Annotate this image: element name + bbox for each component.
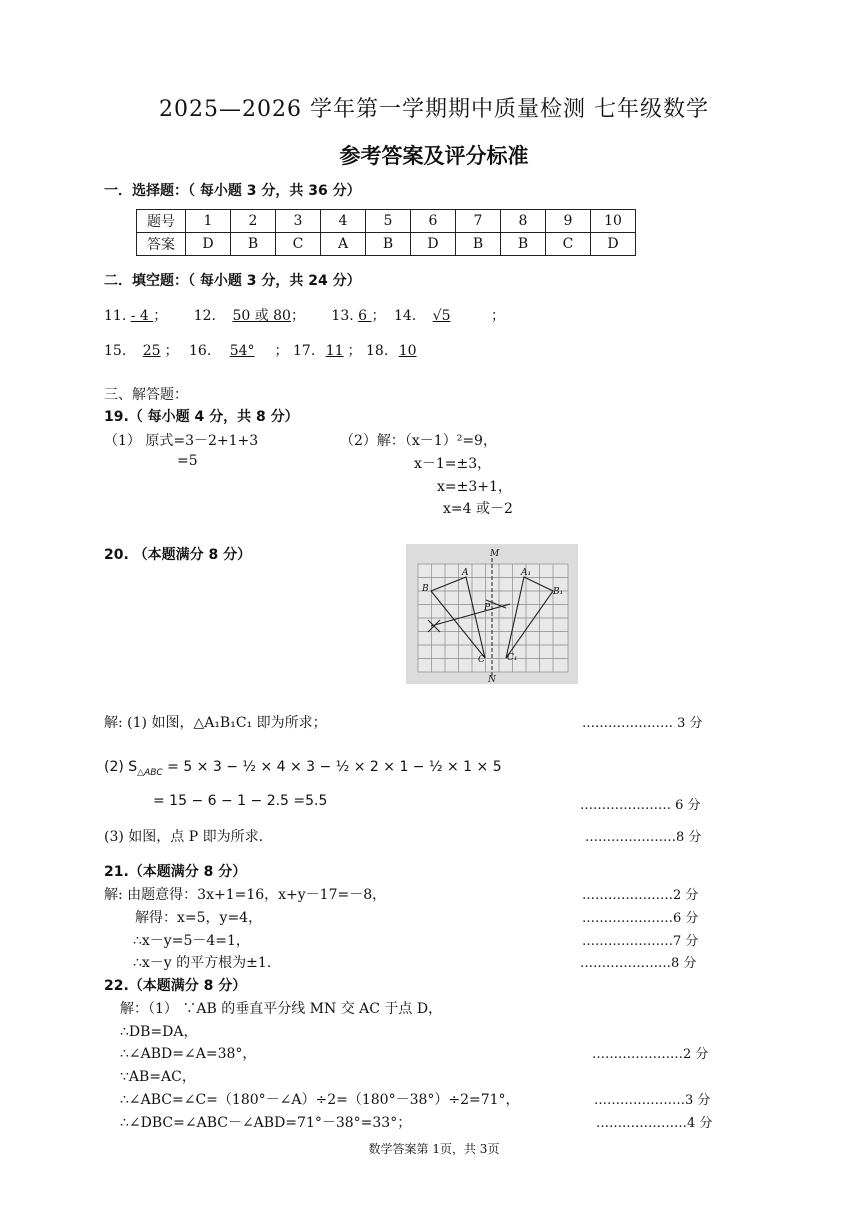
table-cell: C [276,233,321,256]
table-cell: D [411,233,456,256]
answer-table [136,209,636,256]
q18-answer: 10 [398,343,417,359]
page-subtitle: 参考答案及评分标准 [339,144,529,168]
table-cell: B [231,233,276,256]
q13-answer: 6 [358,308,372,324]
page-footer: 数学答案第 1页，共 3页 [368,1142,500,1156]
table-cell: 5 [366,210,411,233]
table-cell: 3 [276,210,321,233]
table-cell: 9 [546,210,591,233]
q22-line: ∴DB=DA， [120,1024,198,1040]
q17-label: 17. [293,343,316,359]
q19-2-line2: x－1=±3， [414,456,492,472]
q13-label: 13. [331,308,354,324]
q21-line: ∴x－y 的平方根为±1. [133,955,272,971]
area-expression: = 5 × 3 − ½ × 4 × 3 − ½ × 2 × 1 − ½ × 1 × 5 [167,759,502,775]
table-row [137,233,636,256]
q15-label: 15. [104,343,127,359]
label-b1: B₁ [553,587,564,597]
q20-part3: (3) 如图，点 P 即为所求. [104,829,264,845]
q21-heading: 21.（本题满分 8 分） [104,864,247,880]
q18-label: 18. [366,343,389,359]
q14-answer: √5 [432,308,451,324]
table-cell: 6 [411,210,456,233]
q19-2-line3: x=±3+1， [437,479,512,495]
q19-1-line1: （1） 原式=3－2+1+3 [104,433,259,449]
q22-score: …………………4 分 [596,1116,713,1131]
label-a: A [462,568,469,578]
label-c: C [478,655,485,665]
q21-score: …………………2 分 [582,888,699,903]
q22-line: ∴∠DBC=∠ABC－∠ABD=71°－38°=33°； [120,1115,412,1131]
table-cell: A [321,233,366,256]
q19-heading: 19.（ 每小题 4 分，共 8 分） [104,409,299,425]
q20-part1-score: ………………… 3 分 [582,716,703,731]
q22-score: …………………3 分 [594,1093,711,1108]
q21-score: …………………8 分 [580,956,697,971]
q16-label: 16. [189,343,212,359]
label-b: B [422,584,429,594]
table-cell: D [591,233,636,256]
q20-part3-score: …………………8 分 [585,830,702,845]
q20-part2-score: ………………… 6 分 [580,798,701,813]
table-cell: B [366,233,411,256]
section3-heading: 三、解答题： [104,387,188,403]
q22-score: …………………2 分 [592,1047,709,1062]
table-cell: 2 [231,210,276,233]
table-cell: 4 [321,210,366,233]
q21-line: 解: 由题意得：3x+1=16，x+y－17=－8， [104,887,387,903]
table-cell: B [501,233,546,256]
page-title: 2025—2026 学年第一学期期中质量检测 七年级数学 [159,97,709,122]
label-n: N [488,675,496,684]
q21-line: 解得：x=5，y=4， [135,910,263,926]
q21-score: …………………6 分 [582,911,699,926]
label-a1: A₁ [521,568,532,578]
q21-line: ∴x－y=5－4=1， [133,933,250,949]
q16-answer: 54° [229,343,255,359]
table-cell: 7 [456,210,501,233]
q21-score: …………………7 分 [582,934,699,949]
table-cell: D [186,233,231,256]
q11-answer: - 4 [130,308,154,324]
table-cell: 10 [591,210,636,233]
fill-row-2: 15. 25 ； 16. 54° ； 17. 11 ； 18. 10 [104,340,425,360]
table-row [137,210,636,233]
q22-line: ∴∠ABC=∠C=（180°－∠A）÷2=（180°－38°）÷2=71°， [120,1092,520,1108]
q12-answer: 50 或 80 [232,308,291,324]
q14-label: 14. [393,308,417,324]
q22-line: ∴∠ABD=∠A=38°， [120,1046,257,1062]
q20-part2-line1: (2) $S_{\triangle ABC} = 5 \times 3$ − ½ × 4 × 3 − ½ × 2 × 1 − ½ × 1 × 5 [104,759,502,778]
table-header-cell: 题号 [137,210,186,233]
section1-heading: 一．选择题：（ 每小题 3 分，共 36 分） [104,183,361,199]
q20-part1: 解: (1) 如图，△A₁B₁C₁ 即为所求； [104,715,327,731]
q19-2-line1: （2）解：（x－1）²=9， [340,433,497,449]
q22-heading: 22.（本题满分 8 分） [104,978,247,994]
q12-label: 12. [193,308,216,324]
table-cell: C [546,233,591,256]
label-m: M [490,549,500,559]
grid-diagram [406,544,578,684]
q15-answer: 25 [142,343,161,359]
label-c1: C₁ [507,653,518,663]
q17-answer: 11 [325,343,344,359]
table-cell: 8 [501,210,546,233]
q19-1-line2: =5 [177,453,198,469]
q22-line: ∵AB=AC， [120,1069,196,1085]
table-header-cell: 答案 [137,233,186,256]
q19-2-line4: x=4 或－2 [443,501,513,517]
q20-part2-line2: = 15 − 6 − 1 − 2.5 =5.5 [153,793,328,809]
section2-heading: 二．填空题：（ 每小题 3 分，共 24 分） [104,273,361,289]
q11-label: 11. [104,308,127,324]
q20-heading: 20. （本题满分 8 分） [104,547,252,563]
table-cell: 1 [186,210,231,233]
geometry-figure [406,544,578,684]
q22-line: 解：（1） ∵AB 的垂直平分线 MN 交 AC 于点 D， [120,1001,443,1017]
table-cell: B [456,233,501,256]
label-p: P [484,603,491,613]
fill-row-1: 11. - 4 ； 12. 50 或 80； 13. 6 ； 14. √5 ； [104,308,505,324]
